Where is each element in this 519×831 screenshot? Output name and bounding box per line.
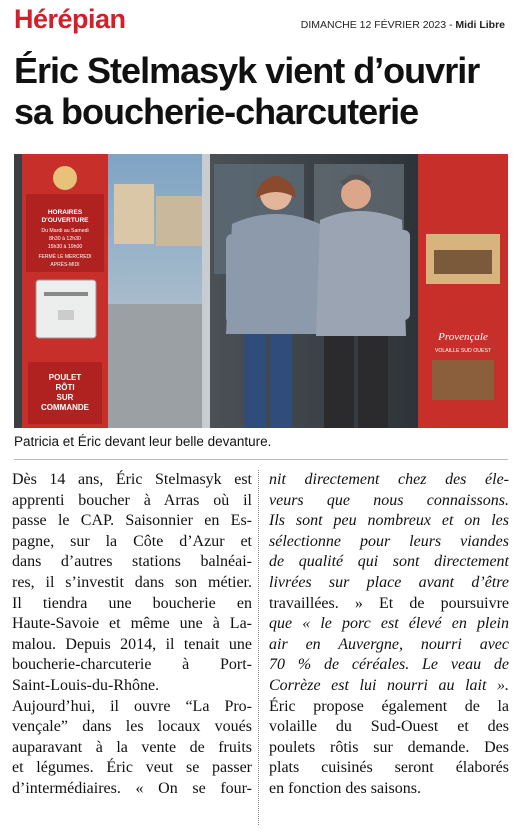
col1-line: res, il s’investit dans son métier.	[12, 573, 252, 591]
col2-line: nit directement chez des éle-	[269, 471, 509, 488]
hours-closed-2: APRÈS-MIDI	[50, 262, 80, 268]
col1-line: vençale” dans les locaux voués	[12, 718, 252, 736]
storefront-photo	[14, 154, 508, 428]
col1-line: d’intermédiaires. « On se four-	[12, 779, 252, 797]
col2-line: sélectionne pour leurs viandes	[269, 532, 509, 550]
section-kicker: Hérépian	[14, 4, 126, 34]
col2-line: 70 % de céréales. Le veau de	[269, 656, 509, 674]
col2-line: que « le porc est élevé en plein	[269, 615, 509, 633]
poulet-sign-2: RÔTI	[55, 383, 75, 392]
hours-closed: FERMÉ LE MERCREDI	[38, 254, 92, 260]
hours-title: HORAIRES	[47, 209, 83, 216]
col2-line: de qualité qui sont directement	[269, 553, 509, 571]
col1-line: boucherie-charcuterie à Port-	[12, 656, 252, 674]
col2-line: travaillées. » Et de poursuivre	[269, 594, 509, 612]
article-headline	[14, 50, 509, 132]
col1-line: et légumes. Éric veut se passer	[12, 759, 252, 777]
col1-line: Saint-Louis-du-Rhône.	[12, 676, 160, 694]
caption-divider	[14, 459, 508, 460]
col1-line: pagne, sur la Côte d’Azur et	[12, 532, 252, 550]
col1-line: passe le CAP. Saisonnier en Es-	[12, 512, 252, 530]
column-separator	[258, 470, 259, 825]
col2-line: livrées sur place avant d’être	[269, 573, 509, 591]
col2-line: veurs que nous connaissons.	[269, 491, 509, 509]
col1-line: Aujourd’hui, il ouvre “La Pro-	[12, 697, 252, 715]
col1-line: Haute-Savoie et même une à La-	[12, 615, 252, 633]
col1-line: auparavant à la vente de fruits	[12, 738, 252, 756]
publication-date: DIMANCHE 12 FÉVRIER 2023	[300, 19, 447, 31]
col1-line: Dès 14 ans, Éric Stelmasyk est	[12, 471, 252, 488]
poulet-sign-1: POULET	[48, 373, 82, 382]
dateline	[301, 19, 505, 31]
headline-line-2: sa boucherie-charcuterie	[14, 91, 419, 132]
hours-afternoon: 15h30 à 19h00	[47, 244, 83, 250]
poulet-sign-3: SUR	[56, 393, 74, 402]
col2-line: plats cuisinés seront élaborés	[269, 759, 509, 777]
article-column-1	[12, 470, 252, 800]
col1-line: malou. Depuis 2014, il tenait une	[12, 635, 252, 653]
col2-line: Corrèze est lui nourri au lait ».	[269, 676, 509, 694]
col2-line: Éric propose également de la	[269, 697, 509, 715]
col2-line: Ils sont peu nombreux et on les	[269, 512, 509, 530]
photo-caption: Patricia et Éric devant leur belle devanture.	[14, 434, 272, 449]
headline-line-1: Éric Stelmasyk vient d’ouvrir	[14, 50, 480, 91]
col1-line: dans d’autres stations balnéai-	[12, 553, 252, 571]
mailbox	[36, 280, 96, 338]
panel-volaille: VOLAILLE SUD OUEST	[434, 348, 492, 354]
poulet-sign-4: COMMANDE	[41, 403, 89, 412]
hours-morning: 8h30 à 12h30	[49, 236, 81, 242]
storefront-illustration	[14, 154, 508, 428]
col2-line: air en Auvergne, nourri avec	[269, 635, 509, 653]
hours-days: Du Mardi au Samedi	[41, 228, 89, 234]
dateline-separator: -	[446, 19, 456, 31]
article-column-2	[269, 470, 509, 800]
col2-line: en fonction des saisons.	[269, 779, 421, 797]
col1-line: apprenti boucher à Arras où il	[12, 491, 252, 509]
col1-line: Il tiendra une boucherie en	[12, 594, 252, 612]
col2-line: volaille du Sud-Ouest et des	[269, 718, 509, 736]
panel-brand: Provençale	[438, 331, 488, 343]
hours-subtitle: D'OUVERTURE	[41, 217, 89, 224]
col2-line: poulets rôtis sur demande. Des	[269, 738, 509, 756]
publication-name: Midi Libre	[455, 19, 505, 31]
